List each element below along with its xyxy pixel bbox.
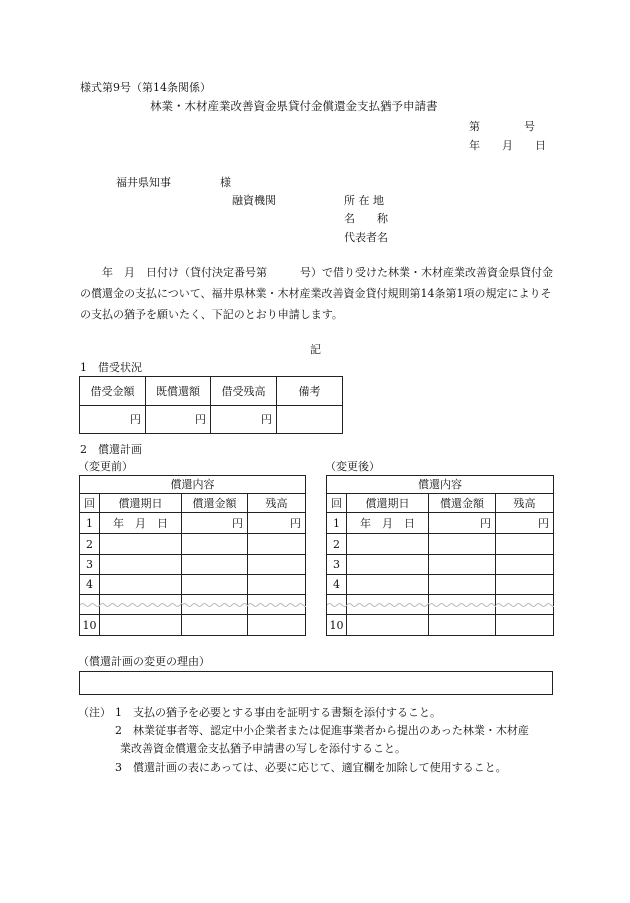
section1-heading: 1 借受状況: [80, 361, 142, 374]
col-header-round: 回: [80, 494, 100, 513]
amount-cell: 円: [182, 513, 248, 534]
due-date-cell: 年 月 日: [100, 513, 182, 534]
financial-institution-label: 融資機関: [232, 194, 276, 207]
reason-label: （償還計画の変更の理由）: [78, 655, 210, 668]
form-number: 様式第9号（第14条関係）: [80, 81, 211, 94]
reason-input-box: [79, 671, 553, 695]
col-header-amount: 償還金額: [182, 494, 248, 513]
repaid-amount-cell: 円: [146, 406, 211, 434]
document-title: 林業・木材産業改善資金県貸付金償還金支払猶予申請書: [150, 99, 438, 113]
col-header-due-date: 償還期日: [100, 494, 182, 513]
row-number: 2: [327, 534, 347, 555]
break-wave-icon: [248, 602, 306, 608]
due-date-cell: 年 月 日: [347, 513, 429, 534]
header-loan-amount: 借受金額: [80, 377, 146, 406]
group-header: 償還内容: [327, 476, 554, 494]
remarks-cell: [277, 406, 343, 434]
row-gap: [80, 595, 100, 615]
balance-cell: 円: [248, 513, 306, 534]
representative-label: 代表者名: [344, 231, 388, 244]
row-number: 10: [80, 615, 100, 636]
note-number: 2: [115, 724, 122, 737]
row-number: 1: [80, 513, 100, 534]
recipient: 福井県知事: [116, 176, 171, 189]
header-balance: 借受残高: [211, 377, 277, 406]
ki-marker: 記: [310, 343, 321, 356]
row-number: 4: [327, 575, 347, 595]
break-wave-icon: [100, 602, 182, 608]
break-wave-icon: [429, 602, 496, 608]
note-text-continued: 業改善資金償還金支払猶予申請書の写しを添付すること。: [120, 742, 406, 755]
notes-prefix: （注）: [78, 706, 111, 719]
note-number: 1: [115, 706, 122, 719]
request-paragraph: 年 月 日付け（貸付決定番号第 号）で借り受けた林業・木材産業改善資金県貸付金の償還金の支払について、福井県林業・木材産業改善資金貸付規則第14条第1項の規定によりその支払の猶予を願いたく、下記のとおり申請します。: [80, 266, 553, 321]
row-number: 1: [327, 513, 347, 534]
repayment-plan-before-table: [79, 475, 306, 636]
name-label: 名 称: [344, 212, 388, 225]
break-wave-icon: [182, 602, 248, 608]
break-wave-icon: [80, 602, 100, 608]
document-date-label: 年 月 日: [469, 139, 546, 152]
row-number: 4: [80, 575, 100, 595]
note-text: 林業従事者等、認定中小企業者または促進事業者から提出のあった林業・木材産: [133, 724, 529, 737]
col-header-balance: 残高: [496, 494, 554, 513]
note-text: 償還計画の表にあっては、必要に応じて、適宜欄を加除して使用すること。: [133, 761, 507, 774]
note-number: 3: [115, 761, 122, 774]
before-change-label: （変更前）: [78, 460, 133, 473]
recipient-honorific: 様: [220, 176, 231, 189]
balance-cell: 円: [496, 513, 554, 534]
col-header-amount: 償還金額: [429, 494, 496, 513]
row-number: 3: [327, 555, 347, 575]
after-change-label: （変更後）: [325, 460, 380, 473]
break-wave-icon: [347, 602, 429, 608]
loan-amount-cell: 円: [80, 406, 146, 434]
note-text: 支払の猶予を必要とする事由を証明する書類を添付すること。: [133, 706, 441, 719]
address-label: 所 在 地: [344, 194, 384, 207]
balance-cell: 円: [211, 406, 277, 434]
col-header-round: 回: [327, 494, 347, 513]
section2-heading: 2 償還計画: [80, 443, 142, 456]
row-gap: [327, 595, 347, 615]
break-wave-icon: [327, 602, 347, 608]
group-header: 償還内容: [80, 476, 306, 494]
col-header-balance: 残高: [248, 494, 306, 513]
loan-status-table: [79, 376, 343, 434]
row-number: 3: [80, 555, 100, 575]
break-wave-icon: [496, 602, 554, 608]
header-repaid-amount: 既償還額: [146, 377, 211, 406]
repayment-plan-after-table: [326, 475, 554, 636]
document-number-label: 第 号: [469, 120, 535, 133]
row-number: 2: [80, 534, 100, 555]
col-header-due-date: 償還期日: [347, 494, 429, 513]
row-number: 10: [327, 615, 347, 636]
amount-cell: 円: [429, 513, 496, 534]
header-remarks: 備考: [277, 377, 343, 406]
